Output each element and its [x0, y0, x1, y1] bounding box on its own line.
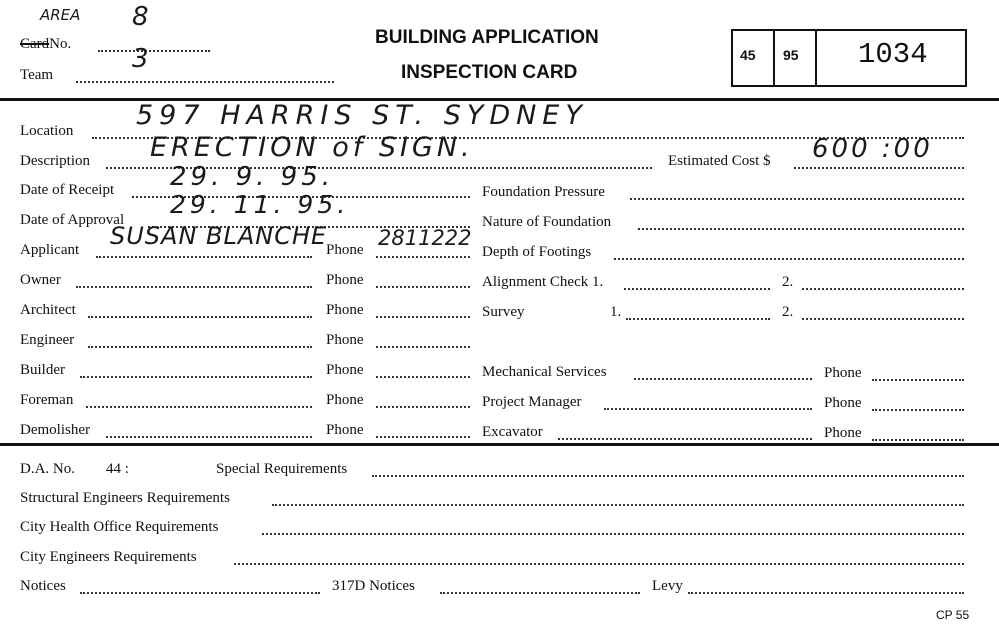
- structural-requirements-label: Structural Engineers Requirements: [20, 490, 230, 506]
- applicant-dots: [96, 256, 312, 258]
- box-divider-1: [773, 29, 775, 85]
- section-rule: [0, 443, 999, 446]
- form-code: CP 55: [936, 608, 970, 622]
- da-no-value: 44 :: [106, 461, 129, 477]
- project-manager-phone-label: Phone: [824, 395, 862, 411]
- special-requirements-dots: [372, 475, 964, 477]
- foreman-phone-dots: [376, 406, 470, 408]
- project-manager-dots: [604, 408, 812, 410]
- demolisher-label: Demolisher: [20, 422, 90, 438]
- card-number-box: [731, 29, 967, 87]
- engineer-phone-label: Phone: [326, 332, 364, 348]
- card-number: 1034: [858, 38, 928, 71]
- form-title-line2: INSPECTION CARD: [401, 62, 578, 83]
- notices-dots: [80, 592, 320, 594]
- nature-foundation-label: Nature of Foundation: [482, 214, 612, 230]
- survey-label: Survey: [482, 304, 525, 320]
- demolisher-phone-label: Phone: [326, 422, 364, 438]
- project-manager-label: Project Manager: [482, 394, 582, 410]
- applicant-value: SUSAN BLANCHE: [110, 222, 328, 250]
- estimated-cost-label: Estimated Cost $: [668, 153, 771, 169]
- alignment-check-label: Alignment Check 1.: [482, 274, 604, 290]
- demolisher-dots: [106, 436, 312, 438]
- estimated-cost-value: 600 :00: [812, 134, 933, 164]
- survey-2-label: 2.: [782, 304, 794, 320]
- mechanical-label: Mechanical Services: [482, 364, 607, 380]
- card-no-dots: [98, 50, 210, 52]
- date-approval-value: 29. 11. 95.: [170, 190, 350, 219]
- date-receipt-label: Date of Receipt: [20, 182, 115, 198]
- team-value: 3: [132, 44, 151, 74]
- team-label: Team: [20, 67, 54, 83]
- applicant-phone-value: 2811222: [378, 226, 472, 250]
- date-approval-label: Date of Approval: [20, 212, 125, 228]
- mechanical-dots: [634, 378, 812, 380]
- area-label: AREA: [40, 6, 81, 24]
- foundation-pressure-label: Foundation Pressure: [482, 184, 605, 200]
- location-label: Location: [20, 123, 74, 139]
- description-value: ERECTION of SIGN.: [150, 132, 474, 163]
- builder-phone-label: Phone: [326, 362, 364, 378]
- depth-footings-label: Depth of Footings: [482, 244, 592, 260]
- mechanical-phone-label: Phone: [824, 365, 862, 381]
- levy-label: Levy: [652, 578, 683, 594]
- city-engineers-requirements-dots: [234, 563, 964, 565]
- card-no-label: [20, 35, 71, 53]
- engineer-dots: [88, 346, 312, 348]
- owner-phone-label: Phone: [326, 272, 364, 288]
- builder-label: Builder: [20, 362, 65, 378]
- structural-requirements-dots: [272, 504, 964, 506]
- builder-dots: [80, 376, 312, 378]
- engineer-phone-dots: [376, 346, 470, 348]
- survey-1-dots: [626, 318, 770, 320]
- project-manager-phone-dots: [872, 409, 964, 411]
- no-label: No.: [49, 36, 72, 52]
- city-engineers-requirements-label: City Engineers Requirements: [20, 549, 197, 565]
- health-requirements-label: City Health Office Requirements: [20, 519, 219, 535]
- location-value: 597 HARRIS ST. SYDNEY: [136, 100, 588, 131]
- date-receipt-value: 29. 9. 95.: [170, 162, 335, 192]
- box-divider-2: [815, 29, 817, 85]
- applicant-label: Applicant: [20, 242, 80, 258]
- form-title-line1: BUILDING APPLICATION: [375, 27, 599, 48]
- notices-317d-label: 317D Notices: [332, 578, 415, 594]
- excavator-phone-dots: [872, 439, 964, 441]
- owner-label: Owner: [20, 272, 61, 288]
- survey-2-dots: [802, 318, 964, 320]
- card-label: Card: [20, 36, 50, 52]
- estimated-cost-dots: [794, 167, 964, 169]
- architect-label: Architect: [20, 302, 76, 318]
- foreman-dots: [86, 406, 312, 408]
- foreman-label: Foreman: [20, 392, 74, 408]
- da-no-label: D.A. No.: [20, 461, 75, 477]
- excavator-phone-label: Phone: [824, 425, 862, 441]
- levy-dots: [688, 592, 964, 594]
- foundation-pressure-dots: [630, 198, 964, 200]
- box-code-1: 45: [740, 47, 756, 63]
- health-requirements-dots: [262, 533, 964, 535]
- description-label: Description: [20, 153, 90, 169]
- excavator-label: Excavator: [482, 424, 543, 440]
- notices-317d-dots: [440, 592, 640, 594]
- foreman-phone-label: Phone: [326, 392, 364, 408]
- survey-1-label: 1.: [610, 304, 622, 320]
- demolisher-phone-dots: [376, 436, 470, 438]
- architect-phone-label: Phone: [326, 302, 364, 318]
- architect-phone-dots: [376, 316, 470, 318]
- architect-dots: [88, 316, 312, 318]
- box-code-2: 95: [783, 47, 799, 63]
- engineer-label: Engineer: [20, 332, 75, 348]
- alignment-check-1-dots: [624, 288, 770, 290]
- applicant-phone-dots: [376, 256, 470, 258]
- nature-foundation-dots: [638, 228, 964, 230]
- depth-footings-dots: [614, 258, 964, 260]
- notices-label: Notices: [20, 578, 66, 594]
- builder-phone-dots: [376, 376, 470, 378]
- mechanical-phone-dots: [872, 379, 964, 381]
- alignment-check-2-label: 2.: [782, 274, 794, 290]
- excavator-dots: [558, 438, 812, 440]
- owner-dots: [76, 286, 312, 288]
- owner-phone-dots: [376, 286, 470, 288]
- team-dots: [76, 81, 334, 83]
- applicant-phone-label: Phone: [326, 242, 364, 258]
- special-requirements-label: Special Requirements: [216, 461, 348, 477]
- alignment-check-2-dots: [802, 288, 964, 290]
- area-value: 8: [132, 2, 151, 32]
